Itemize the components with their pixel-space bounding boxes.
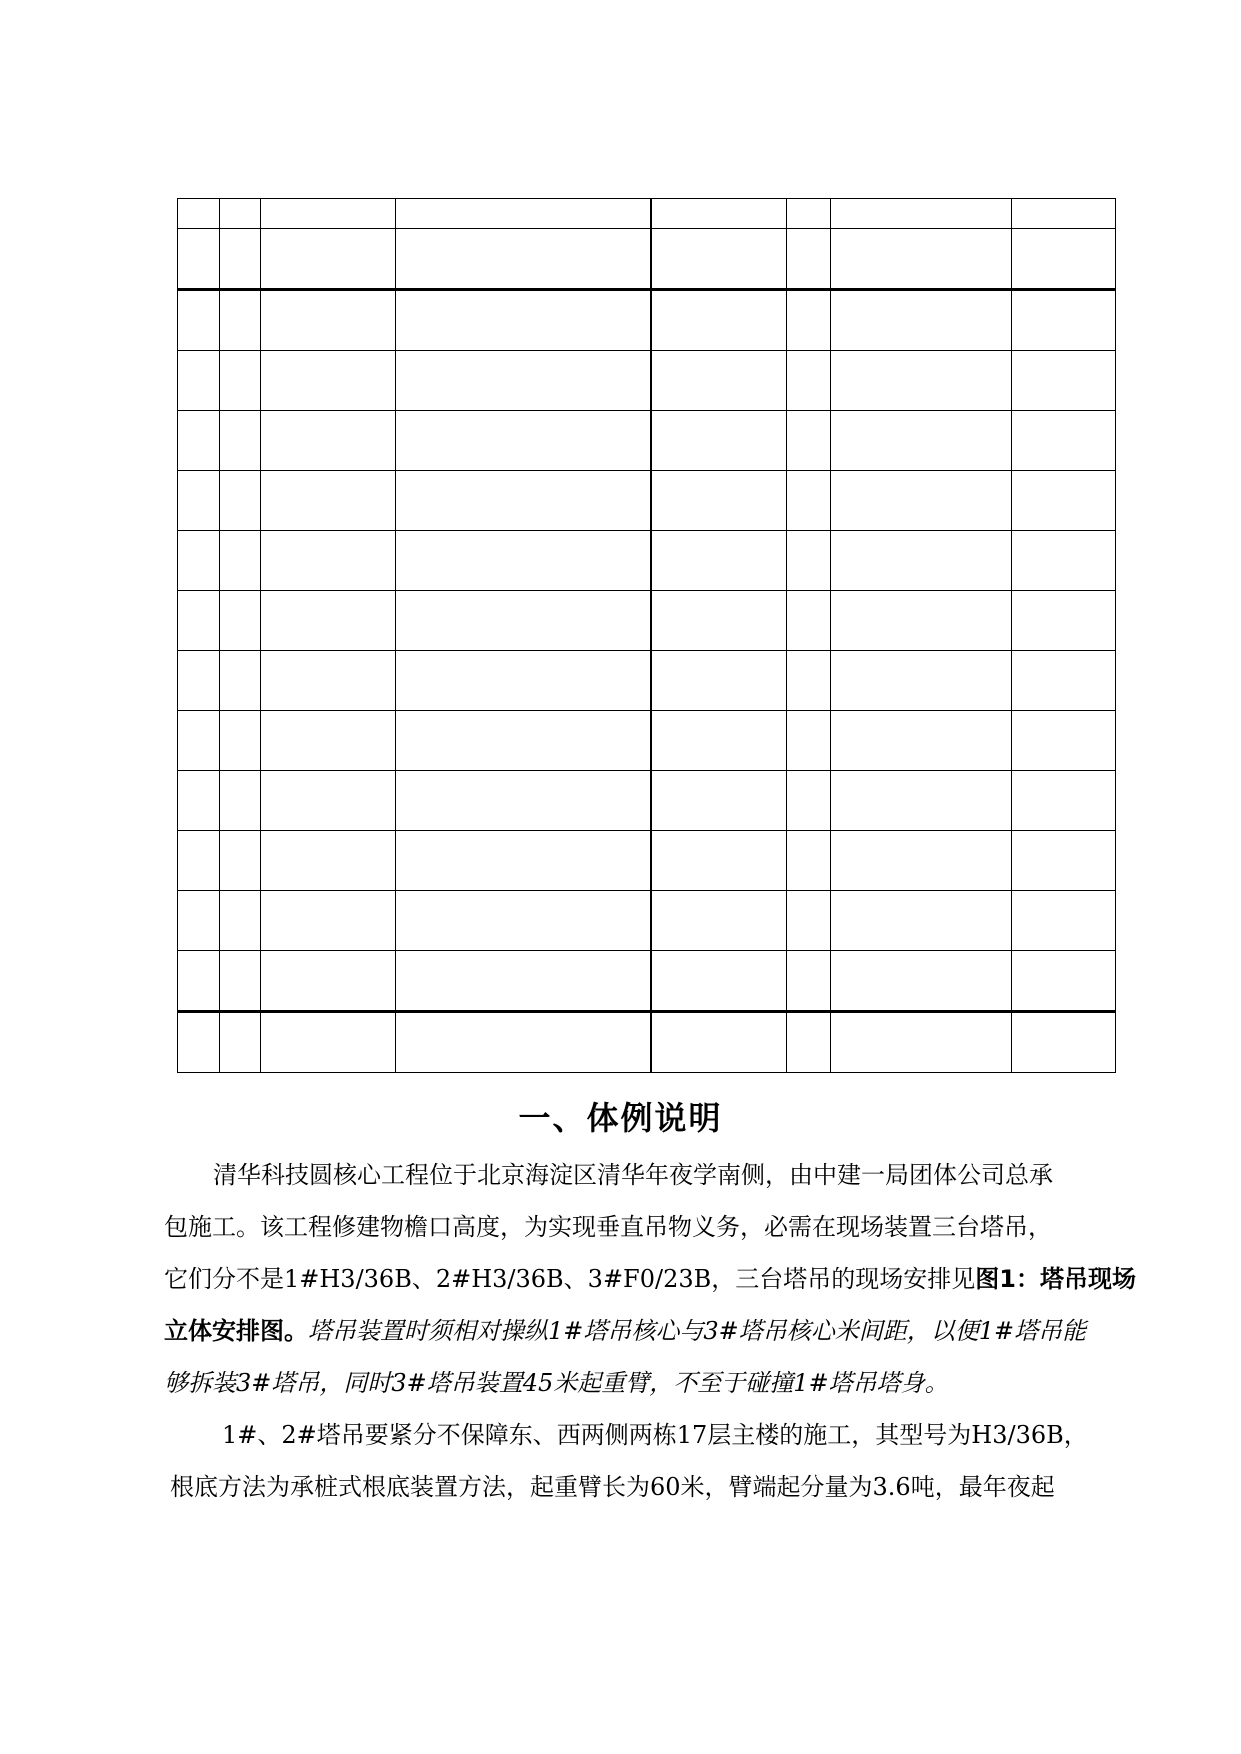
table-cell — [1012, 351, 1116, 411]
table-cell — [396, 531, 651, 591]
table-cell — [787, 591, 831, 651]
table-cell — [396, 351, 651, 411]
table-cell — [1012, 591, 1116, 651]
table-cell — [178, 591, 220, 651]
table-row — [178, 531, 1116, 591]
paragraph-line: 够拆装3#塔吊，同时3#塔吊装置45米起重臂，不至于碰撞1#塔吊塔身。 — [164, 1369, 949, 1397]
paragraph-2 — [222, 1409, 1088, 1461]
table-cell — [651, 891, 787, 951]
table-row — [178, 711, 1116, 771]
table-cell — [787, 351, 831, 411]
table-cell — [787, 531, 831, 591]
table-cell — [787, 891, 831, 951]
table-cell — [178, 711, 220, 771]
table-row — [178, 831, 1116, 891]
table-cell — [396, 891, 651, 951]
table-cell — [651, 411, 787, 471]
table-cell — [787, 651, 831, 711]
table-cell — [651, 471, 787, 531]
table-cell — [220, 591, 261, 651]
table-cell — [261, 351, 396, 411]
table-cell — [261, 411, 396, 471]
blank-grid-table — [177, 198, 1116, 1073]
table-cell — [831, 199, 1012, 229]
table-cell — [178, 1012, 220, 1073]
paragraph-line: 1#、2#塔吊要紧分不保障东、西两侧两栋17层主楼的施工，其型号为H3/36B， — [222, 1421, 1088, 1449]
table-cell — [831, 831, 1012, 891]
table-cell — [261, 831, 396, 891]
table-cell — [651, 591, 787, 651]
table-row — [178, 471, 1116, 531]
table-cell — [1012, 531, 1116, 591]
paragraph-line — [164, 1253, 1136, 1305]
table-cell — [831, 290, 1012, 351]
table-cell — [651, 651, 787, 711]
table-cell — [396, 711, 651, 771]
table-row — [178, 771, 1116, 831]
table-cell — [178, 951, 220, 1012]
table-cell — [396, 591, 651, 651]
table-cell — [651, 290, 787, 351]
table-cell — [1012, 951, 1116, 1012]
table-cell — [261, 711, 396, 771]
table-cell — [787, 831, 831, 891]
table-cell — [178, 651, 220, 711]
table-cell — [220, 411, 261, 471]
table-cell — [651, 1012, 787, 1073]
table-cell — [396, 771, 651, 831]
table-cell — [831, 951, 1012, 1012]
figure-reference: 图1：塔吊现场 — [975, 1265, 1136, 1293]
table-cell — [831, 1012, 1012, 1073]
table-cell — [178, 771, 220, 831]
table-cell — [261, 651, 396, 711]
table-cell — [261, 199, 396, 229]
table-cell — [396, 651, 651, 711]
table-cell — [651, 351, 787, 411]
table-cell — [396, 951, 651, 1012]
paragraph-line: 根底方法为承桩式根底装置方法，起重臂长为60米，臂端起分量为3.6吨，最年夜起 — [170, 1473, 1055, 1501]
table-cell — [831, 771, 1012, 831]
table-cell — [651, 711, 787, 771]
table-cell — [1012, 471, 1116, 531]
table-cell — [1012, 891, 1116, 951]
paragraph-line — [164, 1305, 1136, 1357]
paragraph-line: 清华科技圆核心工程位于北京海淀区清华年夜学南侧，由中建一局团体公司总承 — [213, 1161, 1053, 1189]
table-cell — [220, 471, 261, 531]
table-cell — [1012, 290, 1116, 351]
table-cell — [178, 351, 220, 411]
table-cell — [787, 411, 831, 471]
paragraph-line: 包施工。该工程修建物檐口高度，为实现垂直吊物义务，必需在现场装置三台塔吊， — [164, 1213, 1052, 1241]
table-row — [178, 351, 1116, 411]
table-row — [178, 199, 1116, 229]
table-cell — [178, 290, 220, 351]
table-cell — [396, 199, 651, 229]
table-cell — [220, 199, 261, 229]
table-cell — [220, 651, 261, 711]
table-cell — [651, 771, 787, 831]
table-row — [178, 651, 1116, 711]
table-cell — [787, 290, 831, 351]
emphasis-text: 塔吊装置时须相对操纵1#塔吊核心与3#塔吊核心米间距，以便1#塔吊能 — [308, 1317, 1087, 1345]
table-cell — [831, 651, 1012, 711]
table-cell — [651, 831, 787, 891]
section-heading: 一、体例说明 — [518, 1099, 723, 1137]
paragraph-1-body — [164, 1201, 1136, 1409]
table-cell — [831, 711, 1012, 771]
table-cell — [178, 199, 220, 229]
table-cell — [1012, 1012, 1116, 1073]
table-cell — [220, 891, 261, 951]
table-cell — [396, 411, 651, 471]
table-cell — [831, 351, 1012, 411]
table-cell — [261, 591, 396, 651]
table-cell — [651, 531, 787, 591]
table-cell — [178, 891, 220, 951]
table-cell — [787, 771, 831, 831]
table-cell — [178, 229, 220, 290]
table-cell — [1012, 651, 1116, 711]
table-cell — [261, 1012, 396, 1073]
table-cell — [261, 471, 396, 531]
table-cell — [831, 891, 1012, 951]
table-cell — [220, 531, 261, 591]
table-cell — [831, 471, 1012, 531]
table-cell — [220, 351, 261, 411]
table-cell — [651, 229, 787, 290]
table-cell — [787, 199, 831, 229]
table-cell — [178, 831, 220, 891]
table-cell — [787, 1012, 831, 1073]
table-row — [178, 411, 1116, 471]
table-cell — [220, 951, 261, 1012]
table-cell — [831, 591, 1012, 651]
paragraph-2-body — [170, 1461, 1055, 1513]
table-row — [178, 591, 1116, 651]
table-cell — [396, 229, 651, 290]
table-cell — [831, 531, 1012, 591]
table-cell — [787, 951, 831, 1012]
table-cell — [831, 411, 1012, 471]
table-cell — [787, 471, 831, 531]
table-cell — [1012, 229, 1116, 290]
table-cell — [396, 1012, 651, 1073]
table-cell — [787, 711, 831, 771]
table-cell — [396, 290, 651, 351]
table-cell — [261, 951, 396, 1012]
table-cell — [831, 229, 1012, 290]
table-cell — [261, 771, 396, 831]
table-row — [178, 229, 1116, 290]
table-cell — [220, 771, 261, 831]
table-cell — [261, 531, 396, 591]
table-row — [178, 891, 1116, 951]
table-cell — [178, 411, 220, 471]
table-cell — [1012, 711, 1116, 771]
table-cell — [261, 290, 396, 351]
table-cell — [178, 471, 220, 531]
table-row — [178, 1012, 1116, 1073]
paragraph-1 — [213, 1149, 1053, 1201]
table-cell — [220, 1012, 261, 1073]
table-cell — [220, 290, 261, 351]
table-cell — [220, 711, 261, 771]
table-cell — [220, 229, 261, 290]
table-cell — [787, 229, 831, 290]
figure-reference: 立体安排图。 — [164, 1317, 308, 1345]
table-cell — [651, 951, 787, 1012]
table-cell — [1012, 411, 1116, 471]
paragraph-text: 它们分不是1#H3/36B、2#H3/36B、3#F0/23B，三台塔吊的现场安排见 — [164, 1265, 976, 1293]
table-cell — [261, 891, 396, 951]
table-cell — [1012, 199, 1116, 229]
table-cell — [396, 471, 651, 531]
table-row — [178, 951, 1116, 1012]
table-cell — [220, 831, 261, 891]
table-cell — [396, 831, 651, 891]
table-cell — [1012, 771, 1116, 831]
table-cell — [651, 199, 787, 229]
table-cell — [178, 531, 220, 591]
table-row — [178, 290, 1116, 351]
table-cell — [1012, 831, 1116, 891]
table-cell — [261, 229, 396, 290]
